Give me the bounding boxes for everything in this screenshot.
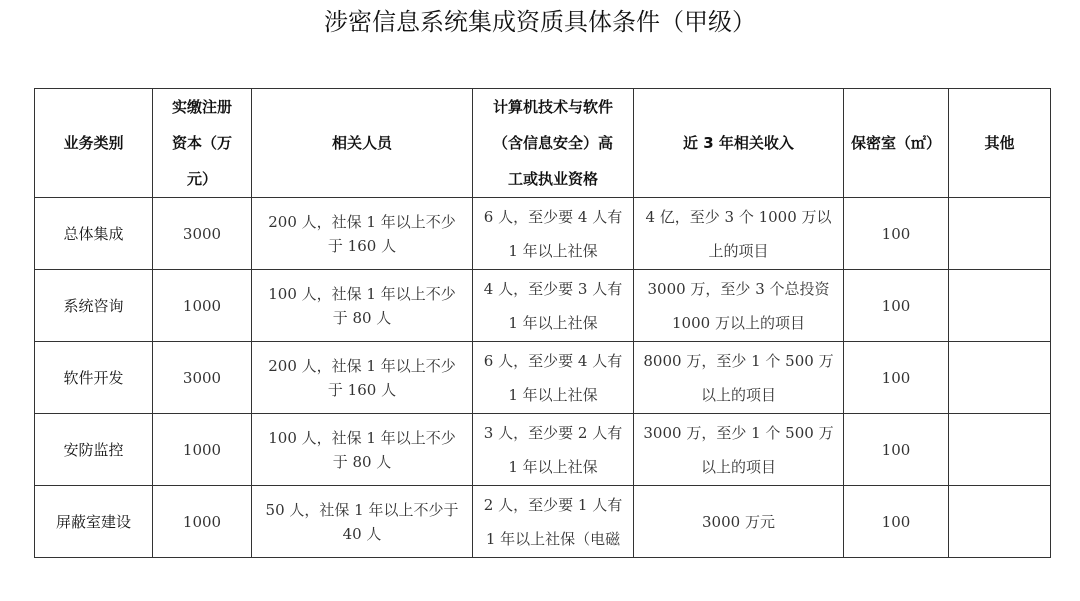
header-qualification [473,89,634,198]
cell-qual [473,198,634,270]
cell-line: 于 160 人 [327,236,397,255]
cell-category: 软件开发 [35,342,153,414]
header-line: 相关人员 [331,134,392,152]
header-line: 工或执业资格 [507,170,598,188]
cell-room: 100 [844,198,949,270]
cell-income [634,414,844,486]
cell-line: 6 人，至少要 4 人有 [483,351,623,370]
cell-category: 屏蔽室建设 [35,486,153,558]
cell-other [949,342,1051,414]
cell-staff [252,414,473,486]
table-row [35,486,1051,558]
cell-room: 100 [844,270,949,342]
cell-line: 3 人，至少要 2 人有 [483,423,623,442]
header-income [634,89,844,198]
cell-other [949,198,1051,270]
cell-line: 1 年以上社保 [508,385,598,404]
cell-line: 40 人 [342,524,382,543]
cell-capital: 1000 [153,414,252,486]
cell-line: 6 人，至少要 4 人有 [483,207,623,226]
cell-income [634,486,844,558]
cell-category: 总体集成 [35,198,153,270]
table-row [35,342,1051,414]
cell-other [949,414,1051,486]
header-category [35,89,153,198]
cell-income [634,342,844,414]
cell-line: 200 人，社保 1 年以上不少 [268,212,456,231]
cell-room: 100 [844,342,949,414]
page-title: 涉密信息系统集成资质具体条件（甲级） [324,8,756,36]
cell-line: 1 年以上社保 [508,241,598,260]
cell-line: 3000 万，至少 3 个总投资 [647,279,830,298]
table-header-row [35,89,1051,198]
cell-line: 上的项目 [708,241,769,260]
header-capital [153,89,252,198]
cell-capital: 1000 [153,486,252,558]
header-line: 保密室（㎡） [850,134,941,152]
cell-qual [473,486,634,558]
cell-line: 4 亿，至少 3 个 1000 万以 [645,207,832,226]
cell-capital: 1000 [153,270,252,342]
cell-capital: 3000 [153,198,252,270]
header-line: 计算机技术与软件 [492,98,613,116]
cell-qual [473,270,634,342]
cell-staff [252,342,473,414]
cell-staff [252,198,473,270]
requirements-table [34,88,1051,558]
cell-income [634,270,844,342]
cell-line: 于 80 人 [332,452,392,471]
cell-line: 1 年以上社保 [508,313,598,332]
cell-line: 1000 万以上的项目 [672,313,805,332]
header-staff [252,89,473,198]
cell-room: 100 [844,414,949,486]
header-line: 资本（万 [171,134,232,152]
cell-line: 于 160 人 [327,380,397,399]
cell-line: 200 人，社保 1 年以上不少 [268,356,456,375]
header-line: 其他 [984,134,1015,152]
cell-line: 于 80 人 [332,308,392,327]
cell-line: 以上的项目 [700,457,776,476]
cell-room: 100 [844,486,949,558]
table-row [35,198,1051,270]
cell-line: 4 人，至少要 3 人有 [483,279,623,298]
cell-line: 50 人，社保 1 年以上不少于 [265,500,459,519]
cell-other [949,486,1051,558]
cell-category: 安防监控 [35,414,153,486]
cell-line: 3000 万，至少 1 个 500 万 [643,423,834,442]
cell-line: 3000 万元 [702,512,775,531]
header-line: 实缴注册 [171,98,232,116]
header-line: 近 3 年相关收入 [683,134,794,152]
cell-line: 8000 万，至少 1 个 500 万 [643,351,834,370]
cell-category: 系统咨询 [35,270,153,342]
cell-staff [252,486,473,558]
cell-line: 100 人，社保 1 年以上不少 [268,284,456,303]
cell-line: 以上的项目 [700,385,776,404]
cell-capital: 3000 [153,342,252,414]
cell-line: 100 人，社保 1 年以上不少 [268,428,456,447]
header-line: （含信息安全）高 [492,134,613,152]
cell-line: 1 年以上社保（电磁 [485,529,621,548]
cell-staff [252,270,473,342]
cell-income [634,198,844,270]
header-secure-room [844,89,949,198]
cell-qual [473,342,634,414]
cell-line: 2 人，至少要 1 人有 [483,495,623,514]
table-row [35,414,1051,486]
header-line: 元） [186,170,217,188]
cell-line: 1 年以上社保 [508,457,598,476]
cell-qual [473,414,634,486]
cell-other [949,270,1051,342]
table-row [35,270,1051,342]
header-other [949,89,1051,198]
header-line: 业务类别 [63,134,124,152]
